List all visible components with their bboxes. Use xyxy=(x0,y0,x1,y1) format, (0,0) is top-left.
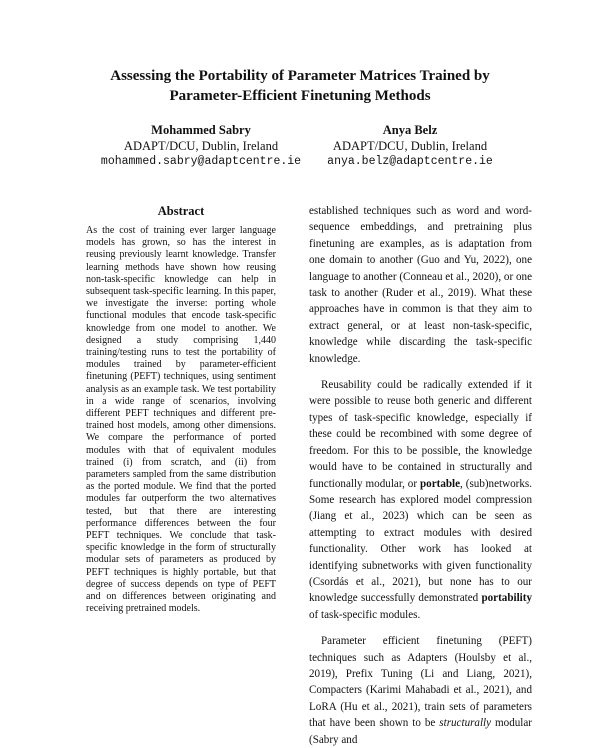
author-block-belz xyxy=(300,122,520,170)
body-paragraph-3 xyxy=(309,633,532,748)
paragraph-text: , (sub)networks. Some research has explored model compression (Jiang et al., 2023) which can be seen as attempting to extract modules with desired functionality. Other work has looked at identifying subnetworks with given functionality (Csordás et al., 2021), but none has to our knowledge successfully demonstrated xyxy=(309,477,533,605)
paragraph-text: Parameter efficient finetuning (PEFT) techniques such as Adapters (Houlsby et al., 2019), Prefix Tuning (Li and Liang, 2021), Compacters (Karimi Mahabadi et al., 2021), and LoRA (Hu et al., 2021), train sets of parameters that have been shown to be xyxy=(309,635,532,730)
author-name: Anya Belz xyxy=(382,123,438,137)
body-paragraph-1: established techniques such as word and word-sequence embeddings, and pretraining plus finetuning are examples, as is adaptation from one domain to another (Guo and Yu, 2022), one language to another (Conneau et al., 2020), or one task to another (Ruder et al., 2019). What these approaches have in common is that they aim to extract general, or at least non-task-specific, knowledge while discarding the task-specific knowledge. xyxy=(309,205,532,365)
body-paragraph-2 xyxy=(309,377,532,623)
title-line-2: Parameter-Efficient Finetuning Methods xyxy=(169,88,431,104)
italic-term-structurally: structurally xyxy=(439,717,492,730)
title-line-1: Assessing the Portability of Parameter Matrices Trained by xyxy=(110,68,490,84)
paragraph-text: modular (Sabry and xyxy=(309,717,532,746)
author-affiliation: ADAPT/DCU, Dublin, Ireland xyxy=(332,139,488,153)
body-column-right xyxy=(309,203,532,748)
author-name: Mohammed Sabry xyxy=(151,123,251,137)
abstract-text: As the cost of training ever larger language models has grown, so has the interest in reusing previously learnt knowledge. Transfer learning methods have shown how reusing non-task-specific knowledge can help in subsequent task-specific learning. In this paper, we investigate the inverse: porting whole functional modules that encode task-specific knowledge from one model to another. We designed a study comprising 1,440 training/testing runs to test the portability of modules trained by parameter-efficient finetuning (PEFT) techniques, using sentiment analysis as an example task. We test portability in a wide range of scenarios, involving different PEFT techniques and different pre-trained host models, among other dimensions. We compare the performance of ported modules with that of equivalent modules trained (i) from scratch, and (ii) from parameters sampled from the same distribution as the ported module. We find that the ported modules far outperform the two alternatives tested, but that there are interesting performance differences between the four PEFT techniques. We conclude that task-specific knowledge in the form of structurally modular sets of parameters as produced by PEFT techniques is highly portable, but that degree of success depends on type of PEFT and on differences between originating and receiving pretrained models. xyxy=(86,225,276,615)
bold-term-portable: portable xyxy=(419,477,461,490)
author-email: anya.belz@adaptcentre.ie xyxy=(327,155,493,168)
abstract-heading: Abstract xyxy=(157,204,205,218)
paragraph-text: of task-specific modules. xyxy=(309,608,421,621)
bold-term-portability: portability xyxy=(481,592,532,605)
author-email: mohammed.sabry@adaptcentre.ie xyxy=(100,155,302,168)
paragraph-text: Reusability could be radically extended if it were possible to reuse both generic and different types of task-specific knowledge, especially if these could be recombined with some degree of freedom. For this to be possible, the knowledge would have to be contained in structurally and functionally modular, or xyxy=(309,379,532,490)
paper-title xyxy=(60,66,540,106)
author-affiliation: ADAPT/DCU, Dublin, Ireland xyxy=(123,139,279,153)
abstract-section xyxy=(86,204,276,616)
author-block-sabry xyxy=(86,122,316,170)
